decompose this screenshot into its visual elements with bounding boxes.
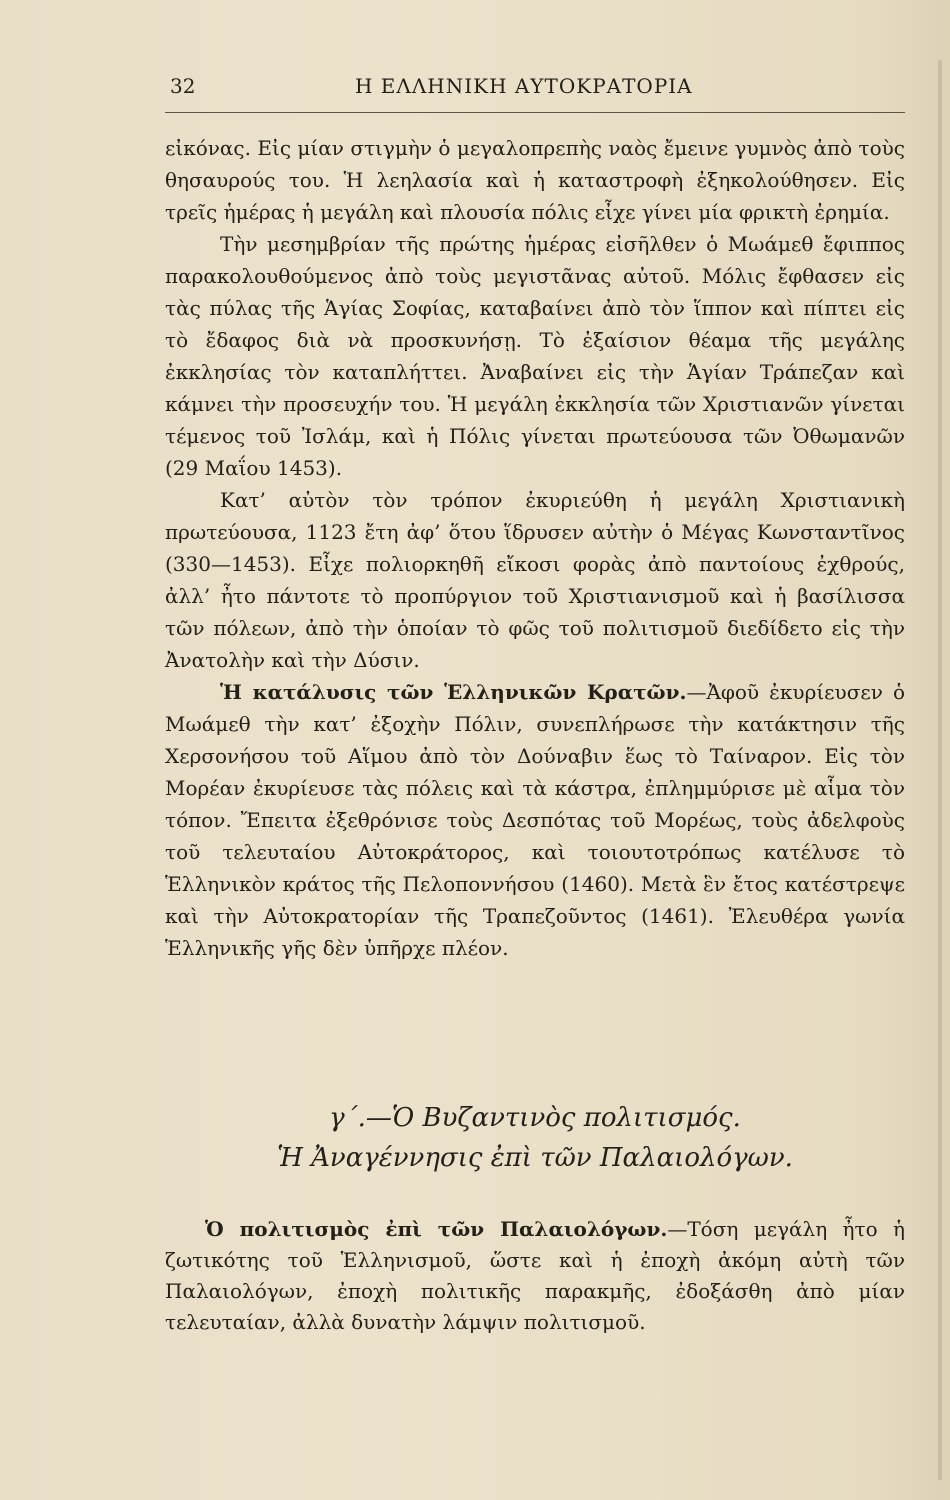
paragraph-lead: Ἡ κατάλυσις τῶν Ἑλληνικῶν Κρατῶν. (220, 680, 687, 704)
page-number: 32 (170, 74, 196, 98)
paragraph (165, 676, 905, 964)
paragraph-text: εἰκόνας. Εἰς μίαν στιγμὴν ὁ μεγαλοπρεπὴς ναὸς ἔμεινε γυμνὸς ἀπὸ τοὺς θησαυρούς του. Ἡ λεηλασία καὶ ἡ καταστροφὴ ἐξηκολούθησεν. Εἰς τρεῖς ἡμέρας ἡ μεγάλη καὶ πλουσία πόλις εἶχε γίνει μία φρικτὴ ἐρημία. (165, 136, 905, 224)
section-heading (165, 1098, 905, 1178)
paragraph-lead: Ὁ πολιτισμὸς ἐπὶ τῶν Παλαιολόγων. (205, 1217, 668, 1241)
paragraph-text: Τὴν μεσημβρίαν τῆς πρώτης ἡμέρας εἰσῆλθεν ὁ Μωάμεθ ἔφιππος παρακολουθούμενος ἀπὸ τοὺς μεγιστᾶνας αὐτοῦ. Μόλις ἔφθασεν εἰς τὰς πύλας τῆς Ἁγίας Σοφίας, καταβαίνει ἀπὸ τὸν ἵππον καὶ πίπτει εἰς τὸ ἔδαφος διὰ νὰ προσκυνήσῃ. Τὸ ἐξαίσιον θέαμα τῆς μεγάλης ἐκκλησίας τὸν καταπλήττει. Ἀναβαίνει εἰς τὴν Ἁγίαν Τράπεζαν καὶ κάμνει τὴν προσευχήν του. Ἡ μεγάλη ἐκκλησία τῶν Χριστιανῶν γίνεται τέμενος τοῦ Ἰσλάμ, καὶ ἡ Πόλις γίνεται πρωτεύουσα τῶν Ὀθωμανῶν (29 Μαΐου 1453). (165, 232, 905, 480)
paragraph (165, 484, 905, 676)
paragraph-text: Κατ’ αὐτὸν τὸν τρόπον ἐκυριεύθη ἡ μεγάλη Χριστιανικὴ πρωτεύουσα, 1123 ἔτη ἀφ’ ὅτου ἵδρυσεν αὐτὴν ὁ Μέγας Κωνσταντῖνος (330—1453). Εἶχε πολιορκηθῆ εἴκοσι φορὰς ἀπὸ παντοίους ἐχθρούς, ἀλλ’ ἦτο πάντοτε τὸ προπύργιον τοῦ Χριστιανισμοῦ καὶ ἡ βασίλισσα τῶν πόλεων, ἀπὸ τὴν ὁποίαν τὸ φῶς τοῦ πολιτισμοῦ διεδίδετο εἰς τὴν Ἀνατολὴν καὶ τὴν Δύσιν. (165, 488, 905, 672)
section-title-line-2: Ἡ Ἀναγέννησις ἐπὶ τῶν Παλαιολόγων. (277, 1143, 793, 1173)
paragraph (165, 228, 905, 484)
page-header (160, 74, 905, 104)
paragraph (165, 1214, 905, 1338)
paragraph-text: —Ἀφοῦ ἐκυρίευσεν ὁ Μωάμεθ τὴν κατ’ ἐξοχὴν Πόλιν, συνεπλήρωσε τὴν κατάκτησιν τῆς Χερσονήσου τοῦ Αἵμου ἀπὸ τὸν Δούναβιν ἕως τὸ Ταίναρον. Εἰς τὸν Μορέαν ἐκυρίευσε τὰς πόλεις καὶ τὰ κάστρα, ἐπλημμύρισε μὲ αἷμα τὸν τόπον. Ἔπειτα ἐξεθρόνισε τοὺς Δεσπότας τοῦ Μορέως, τοὺς ἀδελφοὺς τοῦ τελευταίου Αὐτοκράτορος, καὶ τοιουτοτρόπως κατέλυσε τὸ Ἑλληνικὸν κράτος τῆς Πελοποννήσου (1460). Μετὰ ἓν ἔτος κατέστρεψε καὶ τὴν Αὐτοκρατορίαν τῆς Τραπεζοῦντος (1461). Ἐλευθέρα γωνία Ἑλληνικῆς γῆς δὲν ὑπῆρχε πλέον. (165, 680, 905, 960)
page-edge (938, 60, 942, 1480)
paragraph-text: —Τόση μεγάλη ἦτο ἡ ζωτικότης τοῦ Ἑλληνισμοῦ, ὥστε καὶ ἡ ἐποχὴ ἀκόμη αὐτὴ τῶν Παλαιολόγων, ἐποχὴ πολιτικῆς παρακμῆς, ἐδοξάσθη ἀπὸ μίαν τελευταίαν, ἀλλὰ δυνατὴν λάμψιν πολιτισμοῦ. (165, 1217, 905, 1334)
paragraph (165, 132, 905, 228)
section-title-line-1: γ´.—Ὁ Βυζαντινὸς πολιτισμός. (329, 1103, 741, 1133)
body-text (165, 132, 905, 964)
header-rule (165, 112, 905, 113)
section-body-text (165, 1214, 905, 1338)
running-title: Η ΕΛΛΗΝΙΚΗ ΑΥΤΟΚΡΑΤΟΡΙΑ (355, 74, 693, 98)
